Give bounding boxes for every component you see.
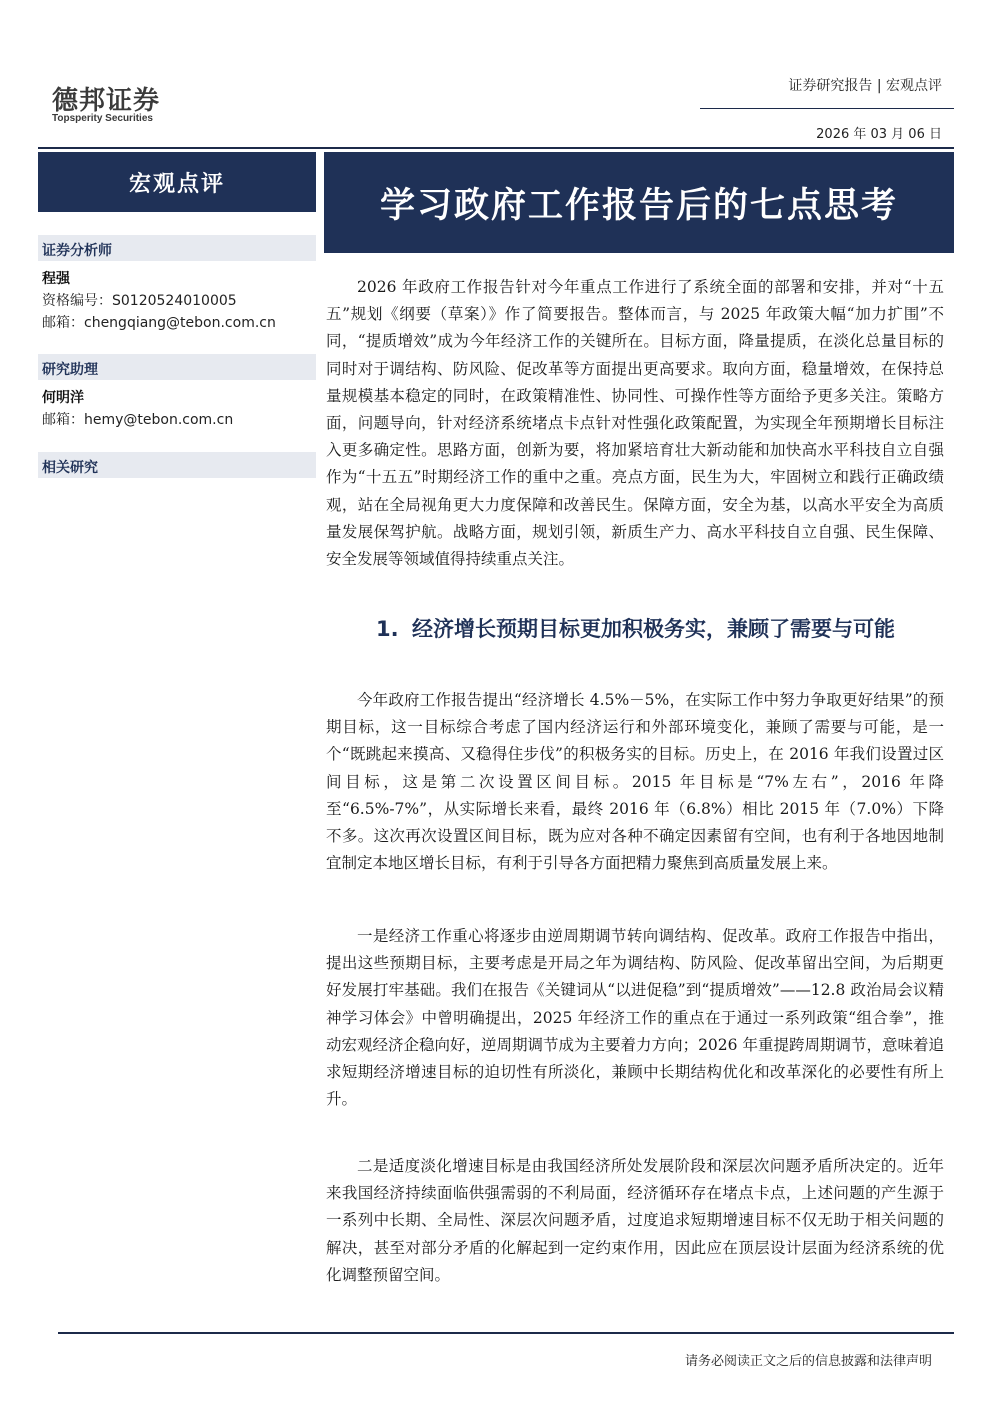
- paragraph-1: 今年政府工作报告提出“经济增长 4.5%－5%，在实际工作中努力争取更好结果”的预期目标，这一目标综合考虑了国内经济运行和外部环境变化，兼顾了需要与可能，是一个“既跳起来摸高、又稳得住步伐”的积极务实的目标。历史上，在 2016 年我们设置过区间目标，这是第二次设置区间目标。2015 年目标是“7%左右”，2016 年降至“6.5%-7%”，从实际增长来看，最终 2016 年（6.8%）相比 2015 年（7.0%）下降不多。这次再次设置区间目标，既为应对各种不确定因素留有空间，也有利于各地因地制宜制定本地区增长目标，有利于引导各方面把精力聚焦到高质量发展上来。: [326, 691, 944, 873]
- paragraph-2: 一是经济工作重心将逐步由逆周期调节转向调结构、促改革。政府工作报告中指出，提出这些预期目标，主要考虑是开局之年为调结构、防风险、促改革留出空间，为后期更好发展打牢基础。我们在报告《关键词从“以进促稳”到“提质增效”——12.8 政治局会议精神学习体会》中曾明确提出，2025 年经济工作的重点在于通过一系列政策“组合拳”，推动宏观经济企稳向好，逆周期调节成为主要着力方向；2026 年重提跨周期调节，意味着追求短期经济增速目标的迫切性有所淡化，兼顾中长期结构优化和改革深化的必要性有所上升。: [326, 927, 944, 1109]
- company-logo-en: Topsperity Securities: [52, 113, 153, 124]
- intro-paragraph: 2026 年政府工作报告针对今年重点工作进行了系统全面的部署和安排，并对“十五五”规划《纲要（草案）》作了简要报告。整体而言，与 2025 年政策大幅“加力扩围”不同，“提质增效”成为今年经济工作的关键所在。目标方面，降量提质，在淡化总量目标的同时对于调结构、防风险、促改革等方面提出更高要求。取向方面，稳量增效，在保持总量规模基本稳定的同时，在政策精准性、协同性、可操作性等方面给予更多关注。策略方面，问题导向，针对经济系统堵点卡点针对性强化政策配置，为实现全年预期增长目标注入更多确定性。思路方面，创新为要，将加紧培育壮大新动能和加快高水平科技自立自强作为“十五五”时期经济工作的重中之重。亮点方面，民生为大，牢固树立和践行正确政绩观，站在全局视角更大力度保障和改善民生。保障方面，安全为基，以高水平安全为高质量发展保驾护航。战略方面，规划引领，新质生产力、高水平科技自立自强、民生保障、安全发展等领域值得持续重点关注。: [326, 278, 944, 569]
- analyst-email: 邮箱：chengqiang@tebon.com.cn: [42, 315, 276, 331]
- section-1-number: 1.: [376, 617, 399, 641]
- company-logo: 德邦证券: [52, 86, 161, 116]
- analyst-cert: 资格编号：S0120524010005: [42, 293, 237, 309]
- report-title: 学习政府工作报告后的七点思考: [324, 152, 954, 253]
- report-date: 2026 年 03 月 06 日: [816, 127, 942, 142]
- assistant-email: 邮箱：hemy@tebon.com.cn: [42, 412, 234, 428]
- section-1-heading: [376, 615, 944, 643]
- assistant-name: 何明洋: [42, 390, 84, 406]
- analyst-name: 程强: [42, 271, 70, 287]
- footer-rule: [58, 1332, 954, 1334]
- header-divider: [700, 108, 954, 109]
- paragraph-3: 二是适度淡化增速目标是由我国经济所处发展阶段和深层次问题矛盾所决定的。近年来我国经济持续面临供强需弱的不利局面，经济循环存在堵点卡点，上述问题的产生源于一系列中长期、全局性、深层次问题矛盾，过度追求短期增速目标不仅无助于相关问题的解决，甚至对部分矛盾的化解起到一定约束作用，因此应在顶层设计层面为经济系统的优化调整预留空间。: [326, 1157, 944, 1284]
- section-1-title: 经济增长预期目标更加积极务实，兼顾了需要与可能: [412, 617, 895, 641]
- analyst-heading: 证券分析师: [42, 243, 112, 259]
- report-type: 证券研究报告 | 宏观点评: [788, 78, 942, 94]
- top-rule: [38, 147, 954, 149]
- related-heading: 相关研究: [42, 460, 98, 476]
- disclaimer-note: 请务必阅读正文之后的信息披露和法律声明: [684, 1354, 932, 1369]
- assistant-heading: 研究助理: [42, 362, 98, 378]
- category-banner: 宏观点评: [38, 152, 316, 212]
